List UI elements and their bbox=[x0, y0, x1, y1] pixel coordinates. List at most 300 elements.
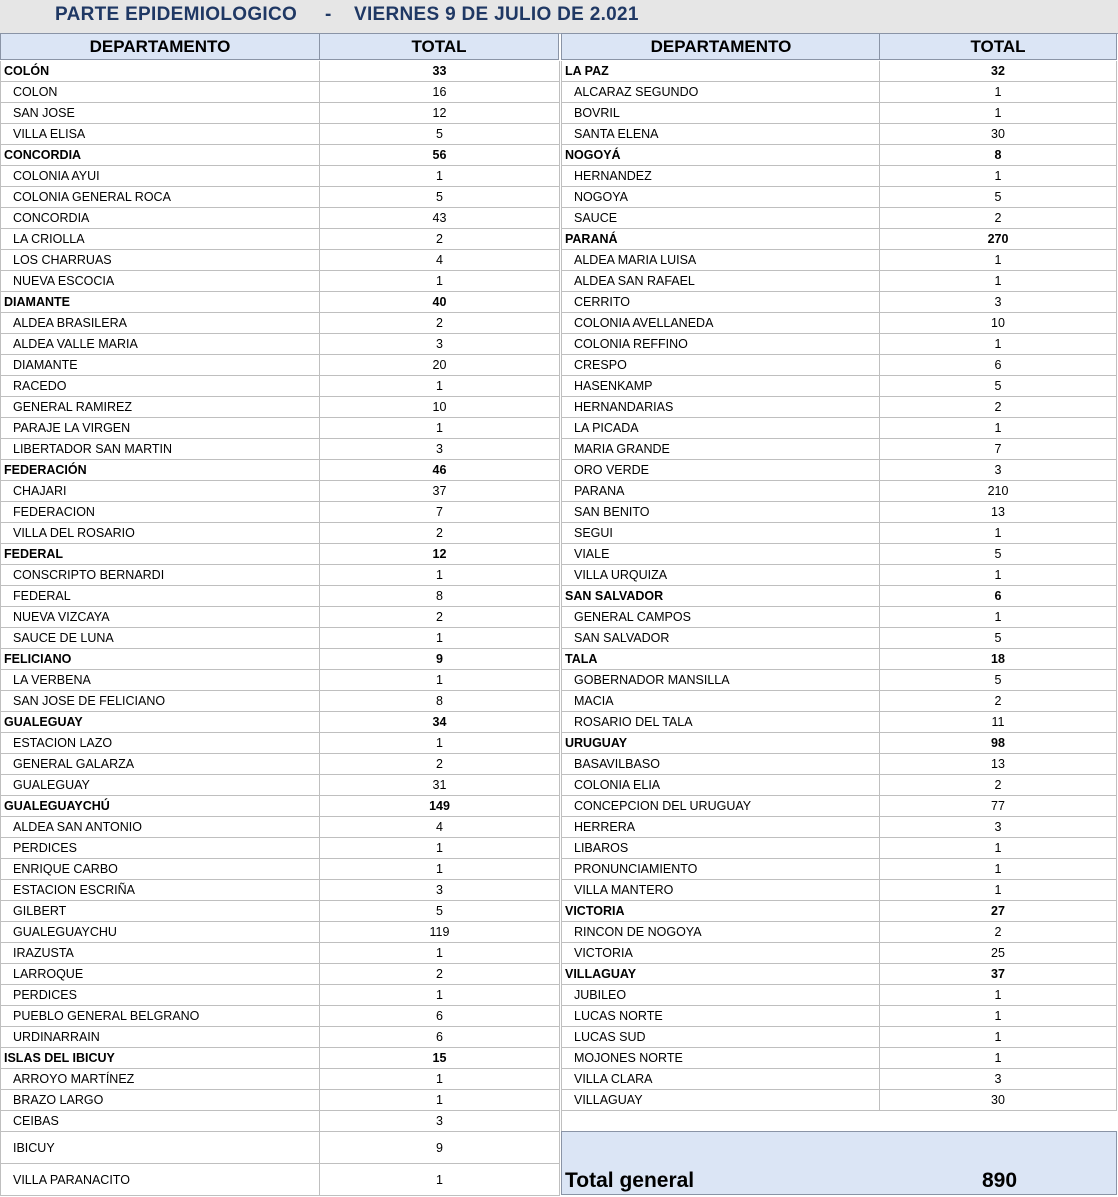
locality-row bbox=[0, 334, 560, 355]
department-total: 46 bbox=[320, 460, 560, 481]
locality-total: 2 bbox=[880, 208, 1117, 229]
locality-name: GOBERNADOR MANSILLA bbox=[561, 670, 880, 691]
locality-name: LA VERBENA bbox=[0, 670, 320, 691]
locality-total: 1 bbox=[320, 670, 560, 691]
locality-total: 13 bbox=[880, 754, 1117, 775]
locality-row bbox=[0, 922, 560, 943]
locality-total: 1 bbox=[320, 838, 560, 859]
locality-total: 5 bbox=[880, 628, 1117, 649]
locality-total: 1 bbox=[320, 985, 560, 1006]
locality-total: 5 bbox=[880, 187, 1117, 208]
locality-name: NUEVA VIZCAYA bbox=[0, 607, 320, 628]
locality-row bbox=[561, 460, 1117, 481]
locality-total: 7 bbox=[880, 439, 1117, 460]
locality-name: GILBERT bbox=[0, 901, 320, 922]
locality-total: 4 bbox=[320, 817, 560, 838]
locality-row bbox=[0, 733, 560, 754]
locality-row bbox=[561, 1069, 1117, 1090]
locality-name: SAN SALVADOR bbox=[561, 628, 880, 649]
locality-row bbox=[0, 838, 560, 859]
locality-total: 3 bbox=[880, 292, 1117, 313]
locality-name: COLONIA AVELLANEDA bbox=[561, 313, 880, 334]
locality-total: 1 bbox=[880, 418, 1117, 439]
department-row bbox=[561, 229, 1117, 250]
locality-row bbox=[0, 1164, 560, 1196]
locality-total: 10 bbox=[880, 313, 1117, 334]
department-total: 33 bbox=[320, 61, 560, 82]
locality-total: 1 bbox=[320, 1164, 560, 1196]
locality-name: LA PICADA bbox=[561, 418, 880, 439]
department-total: 56 bbox=[320, 145, 560, 166]
department-name: GUALEGUAYCHÚ bbox=[0, 796, 320, 817]
locality-total: 6 bbox=[320, 1006, 560, 1027]
locality-total: 2 bbox=[880, 397, 1117, 418]
department-name: URUGUAY bbox=[561, 733, 880, 754]
locality-row bbox=[561, 565, 1117, 586]
locality-row bbox=[0, 859, 560, 880]
locality-row bbox=[561, 1006, 1117, 1027]
locality-name: VILLA DEL ROSARIO bbox=[0, 523, 320, 544]
locality-total: 1 bbox=[320, 1090, 560, 1111]
locality-total: 3 bbox=[320, 334, 560, 355]
locality-name: BRAZO LARGO bbox=[0, 1090, 320, 1111]
locality-total: 12 bbox=[320, 103, 560, 124]
right-blank-row bbox=[561, 1111, 1117, 1131]
locality-total: 9 bbox=[320, 1132, 560, 1164]
locality-row bbox=[561, 775, 1117, 796]
locality-name: COLONIA ELIA bbox=[561, 775, 880, 796]
locality-row bbox=[0, 1069, 560, 1090]
department-name: FEDERAL bbox=[0, 544, 320, 565]
locality-total: 3 bbox=[880, 817, 1117, 838]
locality-total: 1 bbox=[880, 523, 1117, 544]
locality-name: LARROQUE bbox=[0, 964, 320, 985]
department-name: FEDERACIÓN bbox=[0, 460, 320, 481]
department-name: CONCORDIA bbox=[0, 145, 320, 166]
locality-name: MARIA GRANDE bbox=[561, 439, 880, 460]
department-name: ISLAS DEL IBICUY bbox=[0, 1048, 320, 1069]
locality-row bbox=[0, 439, 560, 460]
locality-name: CONCORDIA bbox=[0, 208, 320, 229]
locality-name: GUALEGUAY bbox=[0, 775, 320, 796]
department-row bbox=[0, 712, 560, 733]
locality-name: PARANA bbox=[561, 481, 880, 502]
department-total: 40 bbox=[320, 292, 560, 313]
locality-name: SAUCE DE LUNA bbox=[0, 628, 320, 649]
locality-row bbox=[0, 817, 560, 838]
locality-row bbox=[561, 943, 1117, 964]
locality-name: ALDEA SAN RAFAEL bbox=[561, 271, 880, 292]
locality-name: PARAJE LA VIRGEN bbox=[0, 418, 320, 439]
locality-name: FEDERAL bbox=[0, 586, 320, 607]
locality-total: 16 bbox=[320, 82, 560, 103]
locality-row bbox=[561, 313, 1117, 334]
locality-name: VILLA MANTERO bbox=[561, 880, 880, 901]
locality-name: ARROYO MARTÍNEZ bbox=[0, 1069, 320, 1090]
locality-total: 2 bbox=[320, 523, 560, 544]
locality-name: DIAMANTE bbox=[0, 355, 320, 376]
locality-row bbox=[0, 628, 560, 649]
locality-total: 4 bbox=[320, 250, 560, 271]
department-total: 34 bbox=[320, 712, 560, 733]
locality-total: 2 bbox=[320, 313, 560, 334]
locality-total: 7 bbox=[320, 502, 560, 523]
department-total: 15 bbox=[320, 1048, 560, 1069]
grand-total-label: Total general bbox=[565, 1169, 695, 1192]
locality-row bbox=[0, 670, 560, 691]
locality-name: PUEBLO GENERAL BELGRANO bbox=[0, 1006, 320, 1027]
department-row bbox=[561, 145, 1117, 166]
locality-row bbox=[0, 82, 560, 103]
department-row bbox=[561, 733, 1117, 754]
locality-total: 1 bbox=[320, 376, 560, 397]
locality-name: ALDEA SAN ANTONIO bbox=[0, 817, 320, 838]
locality-row bbox=[0, 964, 560, 985]
locality-name: ORO VERDE bbox=[561, 460, 880, 481]
locality-total: 3 bbox=[320, 439, 560, 460]
department-name: PARANÁ bbox=[561, 229, 880, 250]
locality-name: GENERAL CAMPOS bbox=[561, 607, 880, 628]
locality-row bbox=[561, 355, 1117, 376]
locality-row bbox=[561, 250, 1117, 271]
locality-name: ALDEA MARIA LUISA bbox=[561, 250, 880, 271]
locality-row bbox=[0, 271, 560, 292]
department-row bbox=[561, 649, 1117, 670]
locality-row bbox=[0, 397, 560, 418]
locality-name: COLON bbox=[0, 82, 320, 103]
locality-total: 1 bbox=[320, 733, 560, 754]
locality-row bbox=[0, 103, 560, 124]
locality-name: COLONIA REFFINO bbox=[561, 334, 880, 355]
locality-name: LUCAS NORTE bbox=[561, 1006, 880, 1027]
locality-total: 1 bbox=[880, 1048, 1117, 1069]
locality-row bbox=[0, 586, 560, 607]
locality-total: 2 bbox=[880, 691, 1117, 712]
locality-row bbox=[561, 817, 1117, 838]
locality-row bbox=[0, 943, 560, 964]
locality-name: SAN BENITO bbox=[561, 502, 880, 523]
locality-total: 5 bbox=[880, 670, 1117, 691]
department-name: FELICIANO bbox=[0, 649, 320, 670]
locality-name: BOVRIL bbox=[561, 103, 880, 124]
locality-total: 1 bbox=[880, 607, 1117, 628]
department-total: 8 bbox=[880, 145, 1117, 166]
department-total: 37 bbox=[880, 964, 1117, 985]
locality-total: 3 bbox=[880, 460, 1117, 481]
left-header-departamento: DEPARTAMENTO bbox=[0, 33, 320, 60]
locality-name: PRONUNCIAMIENTO bbox=[561, 859, 880, 880]
department-row bbox=[0, 544, 560, 565]
report-title-date: VIERNES 9 DE JULIO DE 2.021 bbox=[353, 4, 639, 25]
department-name: COLÓN bbox=[0, 61, 320, 82]
locality-row bbox=[561, 670, 1117, 691]
report-title-label: PARTE EPIDEMIOLOGICO bbox=[55, 4, 298, 25]
locality-name: ALCARAZ SEGUNDO bbox=[561, 82, 880, 103]
locality-total: 5 bbox=[320, 187, 560, 208]
locality-row bbox=[561, 271, 1117, 292]
locality-row bbox=[0, 1111, 560, 1132]
department-total: 18 bbox=[880, 649, 1117, 670]
locality-total: 1 bbox=[320, 859, 560, 880]
locality-total: 5 bbox=[880, 544, 1117, 565]
locality-row bbox=[561, 922, 1117, 943]
locality-total: 2 bbox=[880, 775, 1117, 796]
locality-row bbox=[0, 124, 560, 145]
locality-row bbox=[0, 901, 560, 922]
locality-name: CONSCRIPTO BERNARDI bbox=[0, 565, 320, 586]
locality-total: 119 bbox=[320, 922, 560, 943]
department-row bbox=[561, 586, 1117, 607]
locality-name: LIBERTADOR SAN MARTIN bbox=[0, 439, 320, 460]
report-title bbox=[55, 4, 639, 26]
locality-row bbox=[561, 691, 1117, 712]
locality-name: IBICUY bbox=[0, 1132, 320, 1164]
locality-name: NOGOYA bbox=[561, 187, 880, 208]
locality-name: HERNANDEZ bbox=[561, 166, 880, 187]
locality-total: 2 bbox=[320, 607, 560, 628]
department-row bbox=[0, 1048, 560, 1069]
department-row bbox=[0, 292, 560, 313]
locality-row bbox=[0, 565, 560, 586]
locality-total: 6 bbox=[320, 1027, 560, 1048]
department-row bbox=[0, 649, 560, 670]
locality-total: 11 bbox=[880, 712, 1117, 733]
department-row bbox=[561, 61, 1117, 82]
locality-row bbox=[561, 418, 1117, 439]
grand-total-value: 890 bbox=[982, 1169, 1018, 1192]
left-header-total: TOTAL bbox=[319, 33, 559, 60]
locality-total: 1 bbox=[320, 1069, 560, 1090]
locality-row bbox=[0, 880, 560, 901]
locality-total: 5 bbox=[320, 124, 560, 145]
locality-total: 1 bbox=[880, 166, 1117, 187]
department-name: GUALEGUAY bbox=[0, 712, 320, 733]
locality-name: BASAVILBASO bbox=[561, 754, 880, 775]
locality-total: 1 bbox=[880, 985, 1117, 1006]
department-total: 9 bbox=[320, 649, 560, 670]
locality-name: CRESPO bbox=[561, 355, 880, 376]
locality-name: GENERAL GALARZA bbox=[0, 754, 320, 775]
locality-total: 37 bbox=[320, 481, 560, 502]
department-total: 27 bbox=[880, 901, 1117, 922]
locality-row bbox=[0, 313, 560, 334]
locality-row bbox=[0, 481, 560, 502]
department-total: 270 bbox=[880, 229, 1117, 250]
locality-total: 13 bbox=[880, 502, 1117, 523]
locality-name: HASENKAMP bbox=[561, 376, 880, 397]
locality-name: VICTORIA bbox=[561, 943, 880, 964]
locality-row bbox=[0, 208, 560, 229]
locality-total: 5 bbox=[880, 376, 1117, 397]
locality-row bbox=[561, 103, 1117, 124]
locality-total: 1 bbox=[880, 859, 1117, 880]
locality-row bbox=[561, 796, 1117, 817]
locality-name: ESTACION LAZO bbox=[0, 733, 320, 754]
locality-row bbox=[0, 502, 560, 523]
locality-name: PERDICES bbox=[0, 985, 320, 1006]
locality-row bbox=[0, 1090, 560, 1111]
locality-total: 1 bbox=[880, 334, 1117, 355]
locality-total: 30 bbox=[880, 124, 1117, 145]
locality-total: 10 bbox=[320, 397, 560, 418]
locality-row bbox=[0, 754, 560, 775]
locality-row bbox=[561, 187, 1117, 208]
locality-row bbox=[0, 985, 560, 1006]
locality-row bbox=[0, 355, 560, 376]
title-bar bbox=[0, 0, 1118, 34]
locality-name: VILLAGUAY bbox=[561, 1090, 880, 1111]
locality-row bbox=[561, 544, 1117, 565]
locality-total: 3 bbox=[320, 880, 560, 901]
locality-row bbox=[0, 1006, 560, 1027]
locality-row bbox=[0, 250, 560, 271]
locality-total: 2 bbox=[320, 229, 560, 250]
locality-total: 43 bbox=[320, 208, 560, 229]
locality-name: NUEVA ESCOCIA bbox=[0, 271, 320, 292]
locality-row bbox=[0, 187, 560, 208]
locality-row bbox=[0, 775, 560, 796]
locality-row bbox=[561, 985, 1117, 1006]
locality-row bbox=[0, 418, 560, 439]
locality-row bbox=[561, 82, 1117, 103]
department-name: VICTORIA bbox=[561, 901, 880, 922]
locality-row bbox=[0, 166, 560, 187]
locality-total: 1 bbox=[320, 628, 560, 649]
department-row bbox=[561, 901, 1117, 922]
department-name: TALA bbox=[561, 649, 880, 670]
locality-name: VILLA ELISA bbox=[0, 124, 320, 145]
locality-total: 1 bbox=[880, 1006, 1117, 1027]
department-total: 98 bbox=[880, 733, 1117, 754]
locality-row bbox=[561, 502, 1117, 523]
department-name: LA PAZ bbox=[561, 61, 880, 82]
locality-total: 210 bbox=[880, 481, 1117, 502]
locality-row bbox=[0, 607, 560, 628]
locality-total: 77 bbox=[880, 796, 1117, 817]
locality-name: MACIA bbox=[561, 691, 880, 712]
grand-total-box bbox=[561, 1131, 1117, 1195]
right-header-departamento: DEPARTAMENTO bbox=[561, 33, 881, 60]
department-total: 6 bbox=[880, 586, 1117, 607]
department-name: VILLAGUAY bbox=[561, 964, 880, 985]
locality-name: ALDEA BRASILERA bbox=[0, 313, 320, 334]
locality-name: CONCEPCION DEL URUGUAY bbox=[561, 796, 880, 817]
locality-total: 1 bbox=[880, 250, 1117, 271]
department-name: SAN SALVADOR bbox=[561, 586, 880, 607]
locality-name: CERRITO bbox=[561, 292, 880, 313]
locality-name: ESTACION ESCRIÑA bbox=[0, 880, 320, 901]
locality-name: HERNANDARIAS bbox=[561, 397, 880, 418]
locality-row bbox=[561, 523, 1117, 544]
locality-row bbox=[0, 1132, 560, 1164]
locality-row bbox=[561, 628, 1117, 649]
locality-row bbox=[561, 376, 1117, 397]
locality-total: 1 bbox=[320, 943, 560, 964]
locality-name: LUCAS SUD bbox=[561, 1027, 880, 1048]
locality-row bbox=[561, 439, 1117, 460]
locality-name: CHAJARI bbox=[0, 481, 320, 502]
locality-total: 30 bbox=[880, 1090, 1117, 1111]
locality-row bbox=[0, 523, 560, 544]
locality-row bbox=[561, 1090, 1117, 1111]
locality-total: 1 bbox=[320, 418, 560, 439]
locality-name: SEGUI bbox=[561, 523, 880, 544]
locality-total: 31 bbox=[320, 775, 560, 796]
locality-name: JUBILEO bbox=[561, 985, 880, 1006]
locality-name: LA CRIOLLA bbox=[0, 229, 320, 250]
locality-row bbox=[561, 397, 1117, 418]
locality-total: 2 bbox=[880, 922, 1117, 943]
locality-total: 3 bbox=[880, 1069, 1117, 1090]
department-row bbox=[0, 145, 560, 166]
department-row bbox=[0, 460, 560, 481]
locality-name: URDINARRAIN bbox=[0, 1027, 320, 1048]
locality-row bbox=[561, 124, 1117, 145]
locality-name: CEIBAS bbox=[0, 1111, 320, 1132]
locality-total: 2 bbox=[320, 754, 560, 775]
locality-name: IRAZUSTA bbox=[0, 943, 320, 964]
locality-row bbox=[561, 754, 1117, 775]
locality-name: MOJONES NORTE bbox=[561, 1048, 880, 1069]
department-total: 12 bbox=[320, 544, 560, 565]
locality-name: VILLA PARANACITO bbox=[0, 1164, 320, 1196]
department-row bbox=[0, 61, 560, 82]
locality-name: HERRERA bbox=[561, 817, 880, 838]
locality-name: COLONIA GENERAL ROCA bbox=[0, 187, 320, 208]
locality-row bbox=[561, 859, 1117, 880]
locality-name: COLONIA AYUI bbox=[0, 166, 320, 187]
locality-total: 1 bbox=[880, 103, 1117, 124]
locality-name: GENERAL RAMIREZ bbox=[0, 397, 320, 418]
locality-total: 1 bbox=[880, 1027, 1117, 1048]
locality-name: SANTA ELENA bbox=[561, 124, 880, 145]
department-name: DIAMANTE bbox=[0, 292, 320, 313]
locality-name: RACEDO bbox=[0, 376, 320, 397]
locality-row bbox=[0, 376, 560, 397]
locality-name: SAUCE bbox=[561, 208, 880, 229]
right-header-total: TOTAL bbox=[879, 33, 1117, 60]
locality-name: VILLA URQUIZA bbox=[561, 565, 880, 586]
locality-name: SAN JOSE DE FELICIANO bbox=[0, 691, 320, 712]
department-row bbox=[0, 796, 560, 817]
locality-total: 20 bbox=[320, 355, 560, 376]
locality-row bbox=[0, 691, 560, 712]
locality-total: 1 bbox=[880, 82, 1117, 103]
locality-row bbox=[561, 1048, 1117, 1069]
locality-name: ENRIQUE CARBO bbox=[0, 859, 320, 880]
locality-row bbox=[561, 838, 1117, 859]
locality-name: PERDICES bbox=[0, 838, 320, 859]
locality-total: 1 bbox=[880, 271, 1117, 292]
locality-row bbox=[561, 166, 1117, 187]
locality-total: 2 bbox=[320, 964, 560, 985]
locality-total: 1 bbox=[320, 565, 560, 586]
locality-name: VIALE bbox=[561, 544, 880, 565]
locality-total: 8 bbox=[320, 586, 560, 607]
locality-name: LOS CHARRUAS bbox=[0, 250, 320, 271]
locality-total: 1 bbox=[880, 880, 1117, 901]
locality-total: 3 bbox=[320, 1111, 560, 1132]
locality-total: 25 bbox=[880, 943, 1117, 964]
report-title-separator: - bbox=[325, 4, 332, 25]
locality-row bbox=[561, 880, 1117, 901]
locality-total: 8 bbox=[320, 691, 560, 712]
department-name: NOGOYÁ bbox=[561, 145, 880, 166]
locality-row bbox=[561, 208, 1117, 229]
locality-name: ALDEA VALLE MARIA bbox=[0, 334, 320, 355]
locality-total: 1 bbox=[320, 271, 560, 292]
locality-row bbox=[561, 1027, 1117, 1048]
